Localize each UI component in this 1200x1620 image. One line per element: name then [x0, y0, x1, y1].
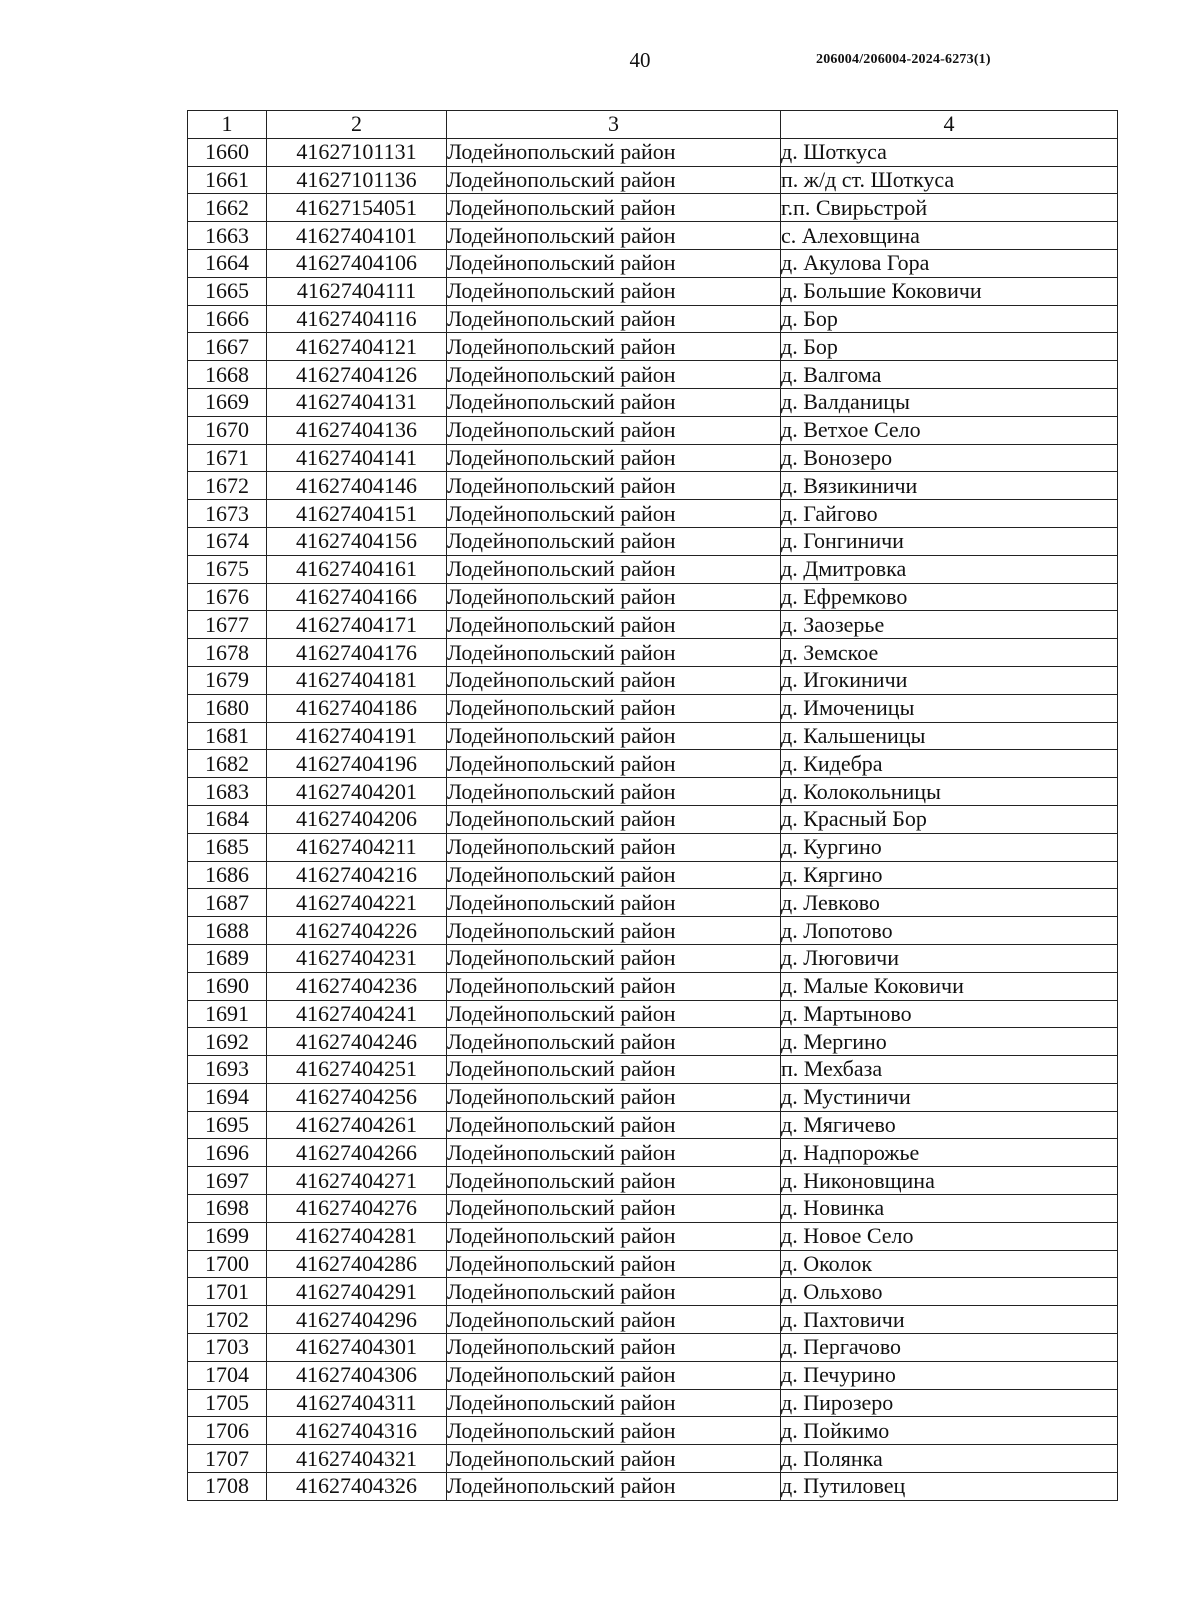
- row-number-cell: 1665: [188, 277, 267, 305]
- settlement-cell: д. Пирозеро: [781, 1389, 1118, 1417]
- table-row: [188, 222, 1118, 250]
- settlement-cell: д. Кяргино: [781, 861, 1118, 889]
- settlement-cell: д. Валгома: [781, 361, 1118, 389]
- table-row: [188, 444, 1118, 472]
- district-cell: Лодейнопольский район: [447, 388, 781, 416]
- settlement-cell: д. Новое Село: [781, 1222, 1118, 1250]
- table-row: [188, 722, 1118, 750]
- oktmo-code-cell: 41627404276: [267, 1195, 447, 1223]
- table-row: [188, 1139, 1118, 1167]
- district-cell: Лодейнопольский район: [447, 500, 781, 528]
- oktmo-code-cell: 41627404151: [267, 500, 447, 528]
- oktmo-code-cell: 41627101136: [267, 166, 447, 194]
- row-number-cell: 1671: [188, 444, 267, 472]
- table-row: [188, 194, 1118, 222]
- column-header-4: 4: [781, 111, 1118, 139]
- settlement-cell: д. Вонозеро: [781, 444, 1118, 472]
- district-cell: Лодейнопольский район: [447, 805, 781, 833]
- page-number: 40: [629, 48, 651, 72]
- settlement-cell: д. Люговичи: [781, 944, 1118, 972]
- district-cell: Лодейнопольский район: [447, 249, 781, 277]
- table-row: [188, 416, 1118, 444]
- settlement-cell: д. Пергачово: [781, 1334, 1118, 1362]
- oktmo-code-cell: 41627404256: [267, 1083, 447, 1111]
- table-row: [188, 944, 1118, 972]
- column-header-1: 1: [188, 111, 267, 139]
- table-row: [188, 249, 1118, 277]
- row-number-cell: 1692: [188, 1028, 267, 1056]
- district-cell: Лодейнопольский район: [447, 1083, 781, 1111]
- district-cell: Лодейнопольский район: [447, 639, 781, 667]
- row-number-cell: 1703: [188, 1334, 267, 1362]
- oktmo-code-cell: 41627404296: [267, 1306, 447, 1334]
- settlement-cell: д. Колокольницы: [781, 778, 1118, 806]
- table-row: [188, 1222, 1118, 1250]
- row-number-cell: 1669: [188, 388, 267, 416]
- district-cell: Лодейнопольский район: [447, 361, 781, 389]
- table-body: [188, 138, 1118, 1500]
- district-cell: Лодейнопольский район: [447, 1111, 781, 1139]
- row-number-cell: 1707: [188, 1445, 267, 1473]
- settlement-cell: д. Кальшеницы: [781, 722, 1118, 750]
- oktmo-code-cell: 41627404126: [267, 361, 447, 389]
- table-row: [188, 833, 1118, 861]
- settlement-cell: д. Пойкимо: [781, 1417, 1118, 1445]
- row-number-cell: 1699: [188, 1222, 267, 1250]
- district-cell: Лодейнопольский район: [447, 527, 781, 555]
- settlement-cell: д. Мустиничи: [781, 1083, 1118, 1111]
- settlement-cell: д. Полянка: [781, 1445, 1118, 1473]
- row-number-cell: 1660: [188, 138, 267, 166]
- row-number-cell: 1682: [188, 750, 267, 778]
- settlement-cell: д. Левково: [781, 889, 1118, 917]
- row-number-cell: 1700: [188, 1250, 267, 1278]
- oktmo-code-cell: 41627404136: [267, 416, 447, 444]
- oktmo-code-cell: 41627404156: [267, 527, 447, 555]
- district-cell: Лодейнопольский район: [447, 944, 781, 972]
- oktmo-code-cell: 41627404286: [267, 1250, 447, 1278]
- table-row: [188, 305, 1118, 333]
- settlement-cell: д. Заозерье: [781, 611, 1118, 639]
- settlement-cell: д. Красный Бор: [781, 805, 1118, 833]
- row-number-cell: 1663: [188, 222, 267, 250]
- settlement-cell: д. Никоновщина: [781, 1167, 1118, 1195]
- district-cell: Лодейнопольский район: [447, 1000, 781, 1028]
- table-row: [188, 972, 1118, 1000]
- table-row: [188, 917, 1118, 945]
- oktmo-code-cell: 41627404161: [267, 555, 447, 583]
- table-row: [188, 639, 1118, 667]
- oktmo-code-cell: 41627404166: [267, 583, 447, 611]
- settlement-cell: д. Ефремково: [781, 583, 1118, 611]
- settlement-cell: д. Пахтовичи: [781, 1306, 1118, 1334]
- oktmo-code-cell: 41627404226: [267, 917, 447, 945]
- district-cell: Лодейнопольский район: [447, 416, 781, 444]
- oktmo-code-cell: 41627404301: [267, 1334, 447, 1362]
- district-cell: Лодейнопольский район: [447, 1306, 781, 1334]
- table-row: [188, 1389, 1118, 1417]
- oktmo-code-cell: 41627404131: [267, 388, 447, 416]
- oktmo-code-cell: 41627404321: [267, 1445, 447, 1473]
- row-number-cell: 1687: [188, 889, 267, 917]
- settlement-cell: д. Ольхово: [781, 1278, 1118, 1306]
- settlement-cell: д. Шоткуса: [781, 138, 1118, 166]
- settlements-table: [187, 110, 1118, 1501]
- settlement-cell: д. Лопотово: [781, 917, 1118, 945]
- oktmo-code-cell: 41627404221: [267, 889, 447, 917]
- oktmo-code-cell: 41627404266: [267, 1139, 447, 1167]
- district-cell: Лодейнопольский район: [447, 555, 781, 583]
- oktmo-code-cell: 41627404206: [267, 805, 447, 833]
- oktmo-code-cell: 41627404241: [267, 1000, 447, 1028]
- oktmo-code-cell: 41627404101: [267, 222, 447, 250]
- oktmo-code-cell: 41627404271: [267, 1167, 447, 1195]
- row-number-cell: 1708: [188, 1473, 267, 1501]
- oktmo-code-cell: 41627404326: [267, 1473, 447, 1501]
- table-row: [188, 583, 1118, 611]
- oktmo-code-cell: 41627404186: [267, 694, 447, 722]
- oktmo-code-cell: 41627404216: [267, 861, 447, 889]
- row-number-cell: 1685: [188, 833, 267, 861]
- district-cell: Лодейнопольский район: [447, 1445, 781, 1473]
- column-header-3: 3: [447, 111, 781, 139]
- district-cell: Лодейнопольский район: [447, 138, 781, 166]
- row-number-cell: 1698: [188, 1195, 267, 1223]
- settlement-cell: д. Бор: [781, 333, 1118, 361]
- district-cell: Лодейнопольский район: [447, 1222, 781, 1250]
- table-row: [188, 1417, 1118, 1445]
- table-row: [188, 166, 1118, 194]
- row-number-cell: 1676: [188, 583, 267, 611]
- row-number-cell: 1686: [188, 861, 267, 889]
- table-row: [188, 1445, 1118, 1473]
- table-row: [188, 277, 1118, 305]
- row-number-cell: 1688: [188, 917, 267, 945]
- column-header-2: 2: [267, 111, 447, 139]
- settlement-cell: д. Мергино: [781, 1028, 1118, 1056]
- oktmo-code-cell: 41627404211: [267, 833, 447, 861]
- district-cell: Лодейнопольский район: [447, 1334, 781, 1362]
- oktmo-code-cell: 41627404201: [267, 778, 447, 806]
- settlement-cell: д. Мартыново: [781, 1000, 1118, 1028]
- row-number-cell: 1677: [188, 611, 267, 639]
- row-number-cell: 1701: [188, 1278, 267, 1306]
- table-row: [188, 1000, 1118, 1028]
- settlement-cell: д. Дмитровка: [781, 555, 1118, 583]
- settlement-cell: д. Путиловец: [781, 1473, 1118, 1501]
- table-row: [188, 1111, 1118, 1139]
- row-number-cell: 1678: [188, 639, 267, 667]
- row-number-cell: 1666: [188, 305, 267, 333]
- settlement-cell: д. Малые Коковичи: [781, 972, 1118, 1000]
- settlement-cell: д. Кургино: [781, 833, 1118, 861]
- oktmo-code-cell: 41627404306: [267, 1361, 447, 1389]
- district-cell: Лодейнопольский район: [447, 333, 781, 361]
- table-row: [188, 611, 1118, 639]
- table-row: [188, 388, 1118, 416]
- oktmo-code-cell: 41627404111: [267, 277, 447, 305]
- district-cell: Лодейнопольский район: [447, 444, 781, 472]
- district-cell: Лодейнопольский район: [447, 583, 781, 611]
- table-row: [188, 1361, 1118, 1389]
- table-header-row: [188, 111, 1118, 139]
- table-row: [188, 889, 1118, 917]
- district-cell: Лодейнопольский район: [447, 1167, 781, 1195]
- district-cell: Лодейнопольский район: [447, 472, 781, 500]
- district-cell: Лодейнопольский район: [447, 1473, 781, 1501]
- row-number-cell: 1662: [188, 194, 267, 222]
- oktmo-code-cell: 41627404311: [267, 1389, 447, 1417]
- oktmo-code-cell: 41627404146: [267, 472, 447, 500]
- settlement-cell: д. Печурино: [781, 1361, 1118, 1389]
- row-number-cell: 1704: [188, 1361, 267, 1389]
- oktmo-code-cell: 41627404291: [267, 1278, 447, 1306]
- settlement-cell: п. ж/д ст. Шоткуса: [781, 166, 1118, 194]
- settlement-cell: д. Земское: [781, 639, 1118, 667]
- oktmo-code-cell: 41627404191: [267, 722, 447, 750]
- table-row: [188, 750, 1118, 778]
- row-number-cell: 1675: [188, 555, 267, 583]
- table-row: [188, 1306, 1118, 1334]
- table-row: [188, 1028, 1118, 1056]
- table-row: [188, 1473, 1118, 1501]
- row-number-cell: 1661: [188, 166, 267, 194]
- table-row: [188, 694, 1118, 722]
- table-row: [188, 1056, 1118, 1084]
- oktmo-code-cell: 41627404171: [267, 611, 447, 639]
- oktmo-code-cell: 41627404116: [267, 305, 447, 333]
- row-number-cell: 1667: [188, 333, 267, 361]
- row-number-cell: 1668: [188, 361, 267, 389]
- oktmo-code-cell: 41627404236: [267, 972, 447, 1000]
- table-row: [188, 527, 1118, 555]
- district-cell: Лодейнопольский район: [447, 1056, 781, 1084]
- district-cell: Лодейнопольский район: [447, 694, 781, 722]
- district-cell: Лодейнопольский район: [447, 1278, 781, 1306]
- oktmo-code-cell: 41627404121: [267, 333, 447, 361]
- district-cell: Лодейнопольский район: [447, 750, 781, 778]
- settlement-cell: д. Акулова Гора: [781, 249, 1118, 277]
- row-number-cell: 1690: [188, 972, 267, 1000]
- table-row: [188, 472, 1118, 500]
- table-row: [188, 778, 1118, 806]
- table-row: [188, 805, 1118, 833]
- row-number-cell: 1694: [188, 1083, 267, 1111]
- table-row: [188, 333, 1118, 361]
- settlement-cell: д. Валданицы: [781, 388, 1118, 416]
- settlement-cell: д. Околок: [781, 1250, 1118, 1278]
- row-number-cell: 1684: [188, 805, 267, 833]
- table-row: [188, 1083, 1118, 1111]
- row-number-cell: 1696: [188, 1139, 267, 1167]
- settlement-cell: д. Большие Коковичи: [781, 277, 1118, 305]
- district-cell: Лодейнопольский район: [447, 833, 781, 861]
- row-number-cell: 1697: [188, 1167, 267, 1195]
- settlement-cell: д. Бор: [781, 305, 1118, 333]
- oktmo-code-cell: 41627404316: [267, 1417, 447, 1445]
- district-cell: Лодейнопольский район: [447, 1250, 781, 1278]
- row-number-cell: 1695: [188, 1111, 267, 1139]
- settlement-cell: д. Гайгово: [781, 500, 1118, 528]
- oktmo-code-cell: 41627404141: [267, 444, 447, 472]
- table-row: [188, 1334, 1118, 1362]
- oktmo-code-cell: 41627154051: [267, 194, 447, 222]
- oktmo-code-cell: 41627404251: [267, 1056, 447, 1084]
- district-cell: Лодейнопольский район: [447, 1389, 781, 1417]
- district-cell: Лодейнопольский район: [447, 222, 781, 250]
- row-number-cell: 1664: [188, 249, 267, 277]
- district-cell: Лодейнопольский район: [447, 778, 781, 806]
- oktmo-code-cell: 41627404246: [267, 1028, 447, 1056]
- district-cell: Лодейнопольский район: [447, 1361, 781, 1389]
- oktmo-code-cell: 41627404176: [267, 639, 447, 667]
- oktmo-code-cell: 41627404261: [267, 1111, 447, 1139]
- district-cell: Лодейнопольский район: [447, 889, 781, 917]
- table-row: [188, 1278, 1118, 1306]
- settlement-cell: д. Гонгиничи: [781, 527, 1118, 555]
- district-cell: Лодейнопольский район: [447, 1028, 781, 1056]
- table-row: [188, 1167, 1118, 1195]
- district-cell: Лодейнопольский район: [447, 722, 781, 750]
- district-cell: Лодейнопольский район: [447, 611, 781, 639]
- settlement-cell: д. Ветхое Село: [781, 416, 1118, 444]
- district-cell: Лодейнопольский район: [447, 166, 781, 194]
- district-cell: Лодейнопольский район: [447, 972, 781, 1000]
- district-cell: Лодейнопольский район: [447, 194, 781, 222]
- settlement-cell: д. Игокиничи: [781, 666, 1118, 694]
- oktmo-code-cell: 41627404196: [267, 750, 447, 778]
- row-number-cell: 1693: [188, 1056, 267, 1084]
- oktmo-code-cell: 41627404106: [267, 249, 447, 277]
- oktmo-code-cell: 41627404281: [267, 1222, 447, 1250]
- oktmo-code-cell: 41627404181: [267, 666, 447, 694]
- row-number-cell: 1673: [188, 500, 267, 528]
- document-id: 206004/206004-2024-6273(1): [816, 52, 991, 67]
- district-cell: Лодейнопольский район: [447, 917, 781, 945]
- district-cell: Лодейнопольский район: [447, 1417, 781, 1445]
- table-row: [188, 138, 1118, 166]
- row-number-cell: 1691: [188, 1000, 267, 1028]
- settlement-cell: д. Вязикиничи: [781, 472, 1118, 500]
- row-number-cell: 1672: [188, 472, 267, 500]
- table-row: [188, 666, 1118, 694]
- table-row: [188, 555, 1118, 583]
- settlement-cell: д. Кидебра: [781, 750, 1118, 778]
- table-row: [188, 1250, 1118, 1278]
- settlement-cell: д. Надпорожье: [781, 1139, 1118, 1167]
- row-number-cell: 1683: [188, 778, 267, 806]
- row-number-cell: 1670: [188, 416, 267, 444]
- settlement-cell: д. Мягичево: [781, 1111, 1118, 1139]
- table-row: [188, 361, 1118, 389]
- row-number-cell: 1681: [188, 722, 267, 750]
- row-number-cell: 1679: [188, 666, 267, 694]
- district-cell: Лодейнопольский район: [447, 1139, 781, 1167]
- oktmo-code-cell: 41627404231: [267, 944, 447, 972]
- row-number-cell: 1702: [188, 1306, 267, 1334]
- district-cell: Лодейнопольский район: [447, 277, 781, 305]
- table-row: [188, 861, 1118, 889]
- district-cell: Лодейнопольский район: [447, 861, 781, 889]
- settlement-cell: д. Новинка: [781, 1195, 1118, 1223]
- settlement-cell: д. Имоченицы: [781, 694, 1118, 722]
- table-row: [188, 1195, 1118, 1223]
- table-row: [188, 500, 1118, 528]
- district-cell: Лодейнопольский район: [447, 305, 781, 333]
- settlement-cell: с. Алеховщина: [781, 222, 1118, 250]
- oktmo-code-cell: 41627101131: [267, 138, 447, 166]
- settlement-cell: п. Мехбаза: [781, 1056, 1118, 1084]
- row-number-cell: 1674: [188, 527, 267, 555]
- row-number-cell: 1689: [188, 944, 267, 972]
- district-cell: Лодейнопольский район: [447, 666, 781, 694]
- district-cell: Лодейнопольский район: [447, 1195, 781, 1223]
- row-number-cell: 1680: [188, 694, 267, 722]
- settlement-cell: г.п. Свирьстрой: [781, 194, 1118, 222]
- row-number-cell: 1705: [188, 1389, 267, 1417]
- row-number-cell: 1706: [188, 1417, 267, 1445]
